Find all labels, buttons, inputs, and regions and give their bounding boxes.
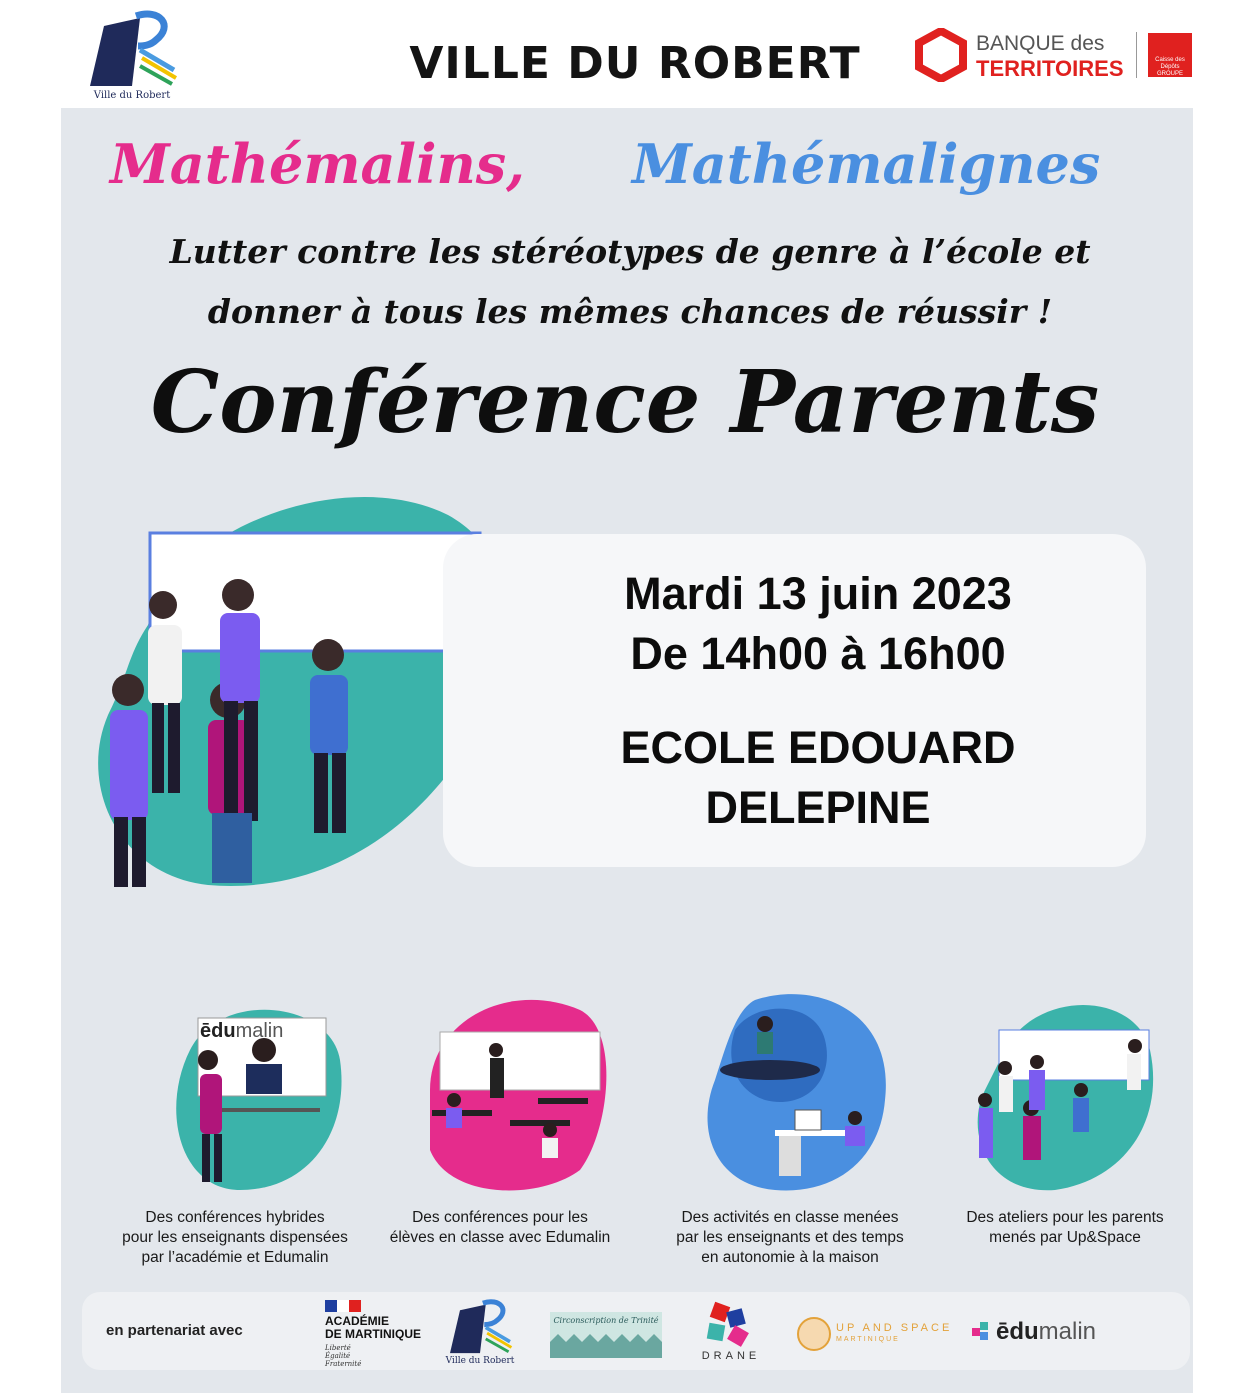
- drane-logo: DRANE: [694, 1300, 768, 1366]
- subtitle-line2: donner à tous les mêmes chances de réussir !: [207, 292, 1053, 331]
- conference-title: Conférence Parents: [150, 352, 1100, 453]
- title-mathemalins: Mathémalins,: [110, 132, 525, 196]
- subtitle: [100, 222, 1160, 342]
- partners-label: en partenariat avec: [106, 1322, 243, 1339]
- event-date: Mardi 13 juin 2023: [624, 568, 1012, 619]
- feature-caption-1: Des conférences hybrides pour les enseignants dispensées par l’académie et Edumalin: [122, 1209, 348, 1266]
- logo-caption: Ville du Robert: [93, 90, 171, 101]
- feature-parent-workshops: [965, 990, 1165, 1200]
- title-mathemalignes: Mathémalignes: [632, 132, 1101, 196]
- feature-student-conferences: [410, 990, 610, 1200]
- edumalin-partner-logo: ēdumalin: [972, 1316, 1112, 1350]
- header-title: VILLE DU ROBERT: [409, 38, 861, 89]
- hexagon-icon: [914, 28, 968, 82]
- feature-class-activities: [695, 990, 895, 1200]
- edumalin-brand: ēdumalin: [200, 1020, 284, 1042]
- ville-du-robert-logo: [82, 6, 182, 102]
- bdt-line1: BANQUE des: [976, 32, 1105, 55]
- french-flag-icon: [325, 1300, 361, 1312]
- event-venue-line1: ECOLE EDOUARD: [620, 722, 1016, 773]
- event-venue-line2: DELEPINE: [705, 782, 931, 833]
- event-time: De 14h00 à 16h00: [630, 628, 1006, 679]
- banque-des-territoires-logo: [912, 26, 1197, 86]
- partner-ville-du-robert-logo: Ville du Robert: [440, 1296, 520, 1370]
- caisse-des-depots-badge: Caisse des Dépôts GROUPE: [1148, 33, 1192, 77]
- bdt-line2: TERRITOIRES: [976, 56, 1124, 81]
- circonscription-trinite-logo: Circonscription de Trinité: [550, 1312, 662, 1358]
- feature-hybrid-conferences: [160, 990, 360, 1200]
- subtitle-line1: Lutter contre les stéréotypes de genre à l’école et: [169, 232, 1091, 271]
- feature-caption-4: Des ateliers pour les parents menés par Up&Space: [966, 1209, 1164, 1246]
- up-space-badge-icon: [796, 1316, 832, 1352]
- feature-caption-2: Des conférences pour les élèves en classe avec Edumalin: [389, 1209, 611, 1246]
- edumalin-icon: [972, 1322, 994, 1344]
- up-and-space-logo: UP AND SPACE MARTINIQUE: [794, 1314, 954, 1354]
- academie-martinique-logo: ACADÉMIE DE MARTINIQUE Liberté Égalité Fraternité: [322, 1300, 442, 1370]
- bdt-separator: [1136, 32, 1137, 78]
- feature-caption-3: Des activités en classe menées par les enseignants et des temps en autonomie à la maison: [676, 1209, 904, 1266]
